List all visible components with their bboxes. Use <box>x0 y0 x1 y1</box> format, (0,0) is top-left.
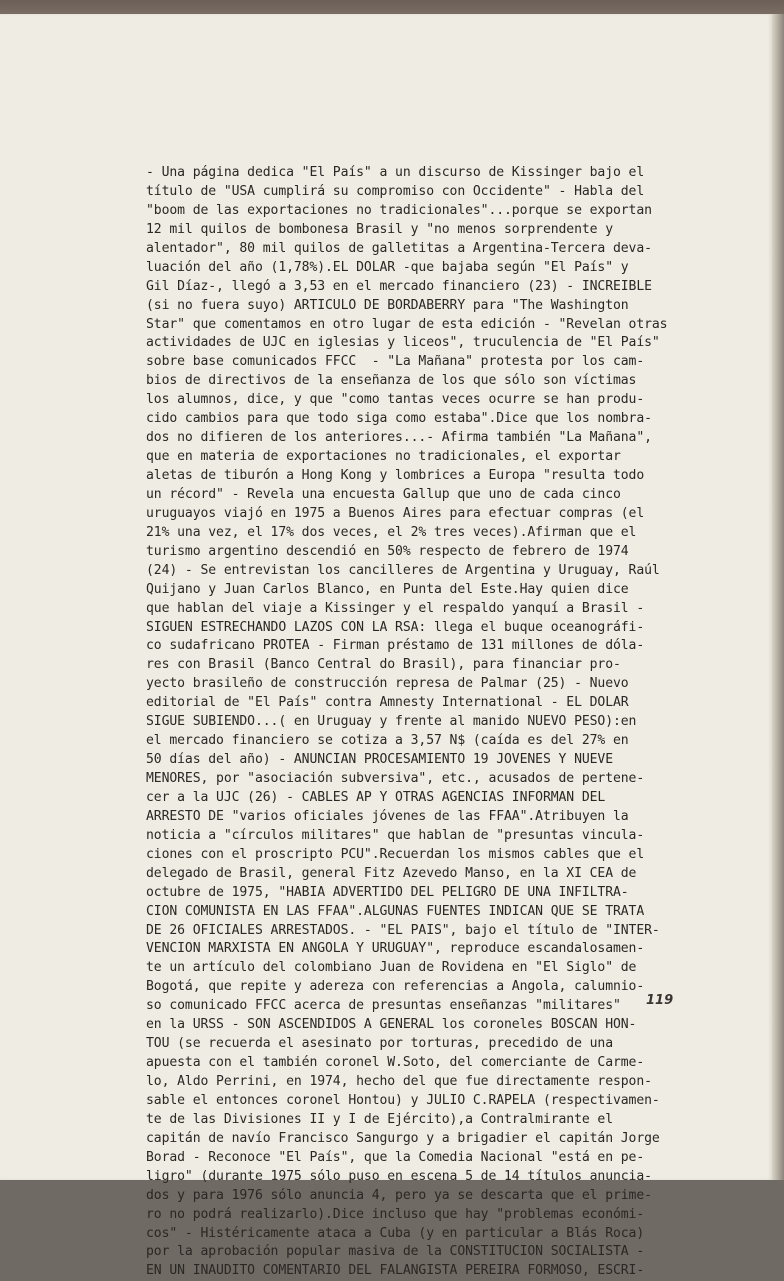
text-line: SIGUEN ESTRECHANDO LAZOS CON LA RSA: llega el buque oceanográfi- <box>146 619 645 635</box>
text-line: delegado de Brasil, general Fitz Azevedo Manso, en la XI CEA de <box>146 865 637 881</box>
text-line: - Una página dedica "El País" a un discurso de Kissinger bajo el <box>146 165 645 180</box>
text-line: que hablan del viaje a Kissinger y el respaldo yanquí a Brasil - <box>146 600 645 616</box>
text-line: yecto brasileño de construcción represa de Palmar (25) - Nuevo <box>146 676 629 692</box>
text-line: TOU (se recuerda el asesinato por torturas, precedido de una <box>146 1036 613 1052</box>
text-line: cer a la UJC (26) - CABLES AP Y OTRAS AGENCIAS INFORMAN DEL <box>146 789 606 805</box>
text-line: sobre base comunicados FFCC - "La Mañana" protesta por los cam- <box>146 354 645 370</box>
text-line: ligro" (durante 1975 sólo puso en escena 5 de 14 títulos anuncia- <box>146 1168 652 1184</box>
text-line: CION COMUNISTA EN LAS FFAA".ALGUNAS FUENTES INDICAN QUE SE TRATA <box>146 903 645 919</box>
text-line: EN UN INAUDITO COMENTARIO DEL FALANGISTA PEREIRA FORMOSO, ESCRI- <box>146 1263 645 1279</box>
text-line: 21% una vez, el 17% dos veces, el 2% tres veces).Afirman que el <box>146 524 637 540</box>
text-line: cido cambios para que todo siga como estaba".Dice que los nombra- <box>146 411 652 427</box>
text-line: actividades de UJC en iglesias y liceos", truculencia de "El País" <box>146 335 660 351</box>
text-line: aletas de tiburón a Hong Kong y lombrices a Europa "resulta todo <box>146 468 645 483</box>
text-line: Quijano y Juan Carlos Blanco, en Punta del Este.Hay quien dice <box>146 581 629 597</box>
text-line: DE 26 OFICIALES ARRESTADOS. - "EL PAIS", bajo el título de "INTER- <box>146 922 660 938</box>
text-line: 50 días del año) - ANUNCIAN PROCESAMIENTO 19 JOVENES Y NUEVE <box>146 752 613 768</box>
text-line: los alumnos, dice, y que "como tantas veces ocurre se han produ- <box>146 392 645 408</box>
text-line: en la URSS - SON ASCENDIDOS A GENERAL los coroneles BOSCAN HON- <box>146 1017 637 1033</box>
text-line: (24) - Se entrevistan los cancilleres de Argentina y Uruguay, Raúl <box>146 562 660 578</box>
text-line: apuesta con el también coronel W.Soto, del comerciante de Carme- <box>146 1055 645 1071</box>
text-line: título de "USA cumplirá su compromiso con Occidente" - Habla del <box>146 183 645 199</box>
text-line: Star" que comentamos en otro lugar de esta edición - "Revelan otras <box>146 316 668 332</box>
text-line: so comunicado FFCC acerca de presuntas enseñanzas "militares" <box>146 998 621 1014</box>
text-line: octubre de 1975, "HABIA ADVERTIDO DEL PELIGRO DE UNA INFILTRA- <box>146 884 629 900</box>
text-line: editorial de "El País" contra Amnesty International - EL DOLAR <box>146 695 629 711</box>
text-line: (si no fuera suyo) ARTICULO DE BORDABERRY para "The Washington <box>146 297 629 313</box>
text-line: capitán de navío Francisco Sangurgo y a brigadier el capitán Jorge <box>146 1130 660 1146</box>
text-line: un récord" - Revela una encuesta Gallup que uno de cada cinco <box>146 486 621 502</box>
text-line: res con Brasil (Banco Central do Brasil), para financiar pro- <box>146 657 621 673</box>
text-line: te de las Divisiones II y I de Ejército),a Contralmirante el <box>146 1111 613 1127</box>
text-line: Bogotá, que repite y adereza con referencias a Angola, calumnio- <box>146 979 645 995</box>
text-line: uruguayos viajó en 1975 a Buenos Aires para efectuar compras (el <box>146 505 645 521</box>
text-line: por la aprobación popular masiva de la CONSTITUCION SOCIALISTA - <box>146 1244 645 1260</box>
text-line: ro no podrá realizarlo).Dice incluso que hay "problemas económi- <box>146 1206 645 1222</box>
text-line: Gil Díaz-, llegó a 3,53 en el mercado financiero (23) - INCREIBLE <box>146 278 652 294</box>
text-line: dos no difieren de los anteriores...- Afirma también "La Mañana", <box>146 430 652 446</box>
text-line: noticia a "círculos militares" que hablan de "presuntas vincula- <box>146 827 645 843</box>
text-line: bios de directivos de la enseñanza de los que sólo son víctimas <box>146 373 637 389</box>
text-line: "boom de las exportaciones no tradicionales"...porque se exportan <box>146 202 652 218</box>
text-line: MENORES, por "asociación subversiva", etc., acusados de pertene- <box>146 771 645 786</box>
page-number: 119 <box>646 993 674 1008</box>
text-line: sable el entonces coronel Hontou) y JULIO C.RAPELA (respectivamen- <box>146 1092 660 1108</box>
page-edge <box>772 14 784 1180</box>
text-line: SIGUE SUBIENDO...( en Uruguay y frente al manido NUEVO PESO):en <box>146 714 637 730</box>
text-line: ciones con el proscripto PCU".Recuerdan los mismos cables que el <box>146 846 645 862</box>
text-line: VENCION MARXISTA EN ANGOLA Y URUGUAY", reproduce escandalosamen- <box>146 941 645 957</box>
text-line: co sudafricano PROTEA - Firman préstamo de 131 millones de dóla- <box>146 638 645 654</box>
text-line: ARRESTO DE "varios oficiales jóvenes de las FFAA".Atribuyen la <box>146 808 629 824</box>
text-line: el mercado financiero se cotiza a 3,57 N$ (caída es del 27% en <box>146 733 629 749</box>
text-line: Borad - Reconoce "El País", que la Comedia Nacional "está en pe- <box>146 1149 645 1165</box>
text-line: dos y para 1976 sólo anuncia 4, pero ya se descarta que el prime- <box>146 1187 652 1203</box>
text-line: lo, Aldo Perrini, en 1974, hecho del que fue directamente respon- <box>146 1074 652 1089</box>
text-line: te un artículo del colombiano Juan de Rovidena en "El Siglo" de <box>146 960 637 976</box>
body-text <box>146 164 706 1281</box>
text-line: turismo argentino descendió en 50% respecto de febrero de 1974 <box>146 543 629 559</box>
text-line: 12 mil quilos de bombonesa Brasil y "no menos sorprendente y <box>146 221 613 237</box>
text-line: luación del año (1,78%).EL DOLAR -que bajaba según "El País" y <box>146 259 629 275</box>
text-line: que en materia de exportaciones no tradicionales, el exportar <box>146 449 621 465</box>
text-line: cos" - Histéricamente ataca a Cuba (y en particular a Blás Roca) <box>146 1225 645 1241</box>
text-line: alentador", 80 mil quilos de galletitas a Argentina-Tercera deva- <box>146 240 652 256</box>
